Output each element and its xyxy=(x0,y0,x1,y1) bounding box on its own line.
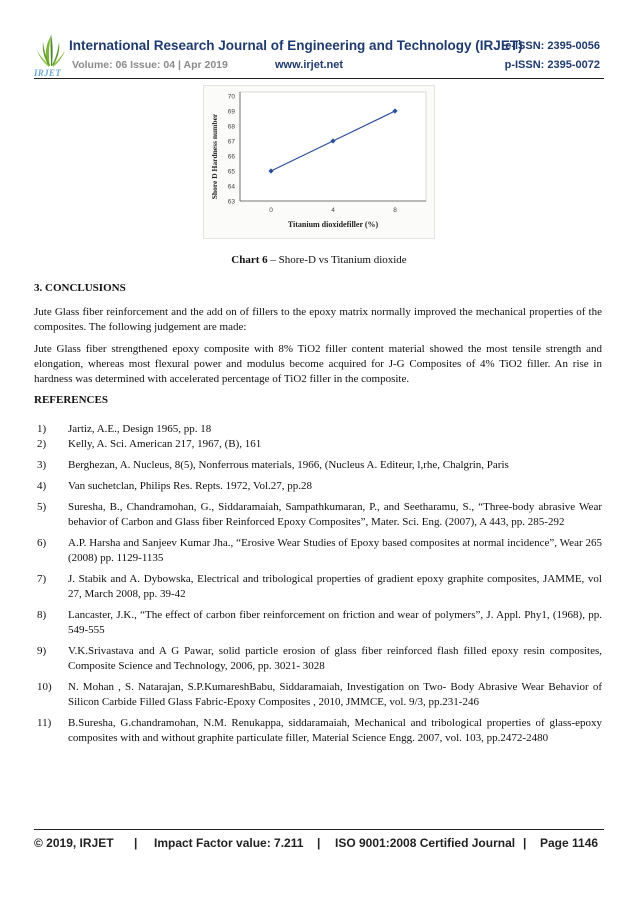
reference-number: 5) xyxy=(37,501,47,513)
reference-item xyxy=(34,536,602,566)
footer-separator: | xyxy=(317,836,321,850)
website-link[interactable]: www.irjet.net xyxy=(275,59,344,71)
footer-divider xyxy=(34,829,604,830)
reference-item xyxy=(34,608,602,638)
footer-separator: | xyxy=(134,836,138,850)
conclusions-heading: 3. CONCLUSIONS xyxy=(34,282,126,294)
x-tick-label: 8 xyxy=(393,207,397,214)
volume-issue: Volume: 06 Issue: 04 | Apr 2019 xyxy=(72,59,228,71)
conclusions-para-1: Jute Glass fiber reinforcement and the add on of fillers to the epoxy matrix normally improved the mechanical properties of the composites. The following judgement are made: xyxy=(34,306,602,333)
plot-area xyxy=(240,92,426,201)
chart-caption xyxy=(0,254,638,266)
x-tick-label: 4 xyxy=(331,207,335,214)
conclusions-para-2: Jute Glass fiber strengthened epoxy composite with 8% TiO2 filler content material showed the most tensile strength and elongation, whereas most flexural power and modulus become acquired for J-G Composites of 4% TiO2 filler. An rise in hardness was determined with accelerated percentage of TiO2 filler in the composite. xyxy=(34,343,602,385)
y-tick-label: 64 xyxy=(227,183,235,191)
reference-number: 7) xyxy=(37,573,47,585)
x-axis-label: Titanium dioxidefiller (%) xyxy=(287,220,379,229)
reference-text: V.K.Srivastava and A G Pawar, solid particle erosion of glass fiber reinforced flash filled epoxy resin composites, Composite Science and Technology, 2006, pp. 3021- 3028 xyxy=(68,645,602,672)
hardness-chart xyxy=(204,86,434,238)
caption-label: Chart 6 xyxy=(231,254,268,266)
reference-number: 1) xyxy=(37,423,47,435)
reference-item xyxy=(34,500,602,530)
references-heading: REFERENCES xyxy=(34,394,108,406)
reference-number: 11) xyxy=(37,717,52,729)
y-tick-label: 67 xyxy=(227,138,235,146)
reference-item xyxy=(34,572,602,602)
footer-page-number: Page 1146 xyxy=(540,836,599,850)
reference-text: B.Suresha, G.chandramohan, N.M. Renukappa, siddaramaiah, Mechanical and tribological properties of glass-epoxy composites with and without graphite particulate filler, Material Science Engg. 2007, vol. 103, pp.2472-2480 xyxy=(68,717,602,744)
eissn: e-ISSN: 2395-0056 xyxy=(505,40,600,52)
reference-number: 2) xyxy=(37,438,47,450)
x-tick-label: 0 xyxy=(269,207,273,214)
chart-figure xyxy=(203,85,435,239)
reference-text: A.P. Harsha and Sanjeev Kumar Jha., “Erosive Wear Studies of Epoxy based composites at normal incidence”, Wear 265 (2008) pp. 1129-1135 xyxy=(68,537,602,564)
footer-impact-factor: Impact Factor value: 7.211 xyxy=(154,836,304,850)
reference-text: Jartiz, A.E., Design 1965, pp. 18 xyxy=(68,423,212,435)
reference-number: 3) xyxy=(37,459,47,471)
reference-item xyxy=(34,644,602,674)
reference-item xyxy=(34,422,602,437)
reference-number: 6) xyxy=(37,537,47,549)
y-tick-label: 66 xyxy=(227,153,235,161)
journal-header xyxy=(34,32,600,80)
reference-text: Kelly, A. Sci. American 217, 1967, (B), 161 xyxy=(68,438,262,450)
logo-text: IRJET xyxy=(34,68,62,78)
caption-text: – Shore-D vs Titanium dioxide xyxy=(267,254,407,266)
reference-number: 4) xyxy=(37,480,47,492)
footer-copyright: © 2019, IRJET xyxy=(34,836,114,850)
reference-text: Van suchetclan, Philips Res. Repts. 1972, Vol.27, pp.28 xyxy=(68,480,313,492)
header-divider xyxy=(34,78,604,79)
reference-item xyxy=(34,458,602,473)
reference-text: N. Mohan , S. Natarajan, S.P.KumareshBabu, Siddaramaiah, Investigation on Two- Body Abrasive Wear Behavior of Silicon Carbide Filled Glass Fabric-Epoxy Composites , 2010, JMMCE, vol. 9/3, pp.231-246 xyxy=(68,681,602,708)
reference-item xyxy=(34,680,602,710)
y-tick-label: 69 xyxy=(227,108,235,116)
y-tick-label: 70 xyxy=(227,93,235,101)
reference-text: J. Stabik and A. Dybowska, Electrical and tribological properties of gradient epoxy graphite composites, JAMME, vol 27, March 2008, pp. 39-42 xyxy=(68,573,602,600)
reference-text: Berghezan, A. Nucleus, 8(5), Nonferrous materials, 1966, (Nucleus A. Editeur, l,rhe, Chalgrin, Paris xyxy=(68,459,509,471)
pissn: p-ISSN: 2395-0072 xyxy=(504,59,600,71)
footer-separator: | xyxy=(523,836,527,850)
reference-item xyxy=(34,479,602,494)
reference-number: 9) xyxy=(37,645,47,657)
reference-text: Lancaster, J.K., “The effect of carbon fiber reinforcement on friction and wear of polymers”, J. Appl. Phy1, (1968), pp. 549-555 xyxy=(68,609,602,636)
reference-item xyxy=(34,716,602,746)
journal-title: International Research Journal of Engineering and Technology (IRJET) xyxy=(69,38,523,53)
footer-iso: ISO 9001:2008 Certified Journal xyxy=(335,836,516,850)
y-tick-label: 63 xyxy=(227,198,235,206)
reference-item xyxy=(34,437,602,452)
reference-number: 8) xyxy=(37,609,47,621)
references-list xyxy=(34,422,602,746)
y-tick-label: 68 xyxy=(227,123,235,131)
reference-number: 10) xyxy=(37,681,52,693)
reference-text: Suresha, B., Chandramohan, G., Siddaramaiah, Sampathkumaran, P., and Seetharamu, S., “Three-body abrasive Wear behavior of Carbon and Glass fiber Reinforced Epoxy Composites”, Mater. Sci. Eng. (2007), A 443, pp. 285-292 xyxy=(68,501,602,528)
y-tick-label: 65 xyxy=(227,168,235,176)
y-axis-label: Shore D Hardness number xyxy=(210,113,219,200)
